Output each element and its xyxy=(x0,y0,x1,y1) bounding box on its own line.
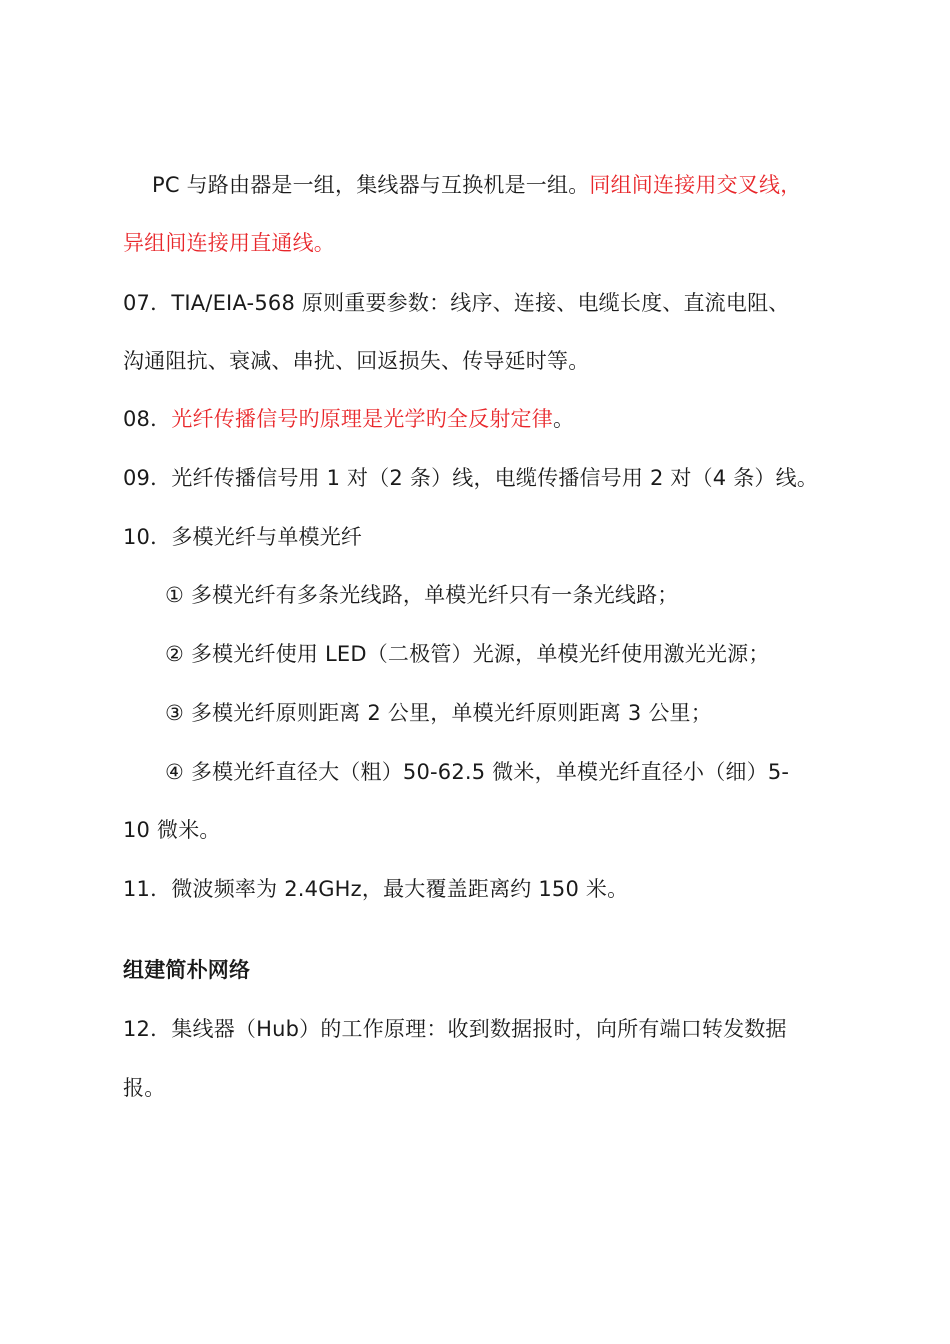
item-12-line-2: 报。 xyxy=(123,1076,166,1100)
item-09: 09．光纤传播信号用 1 对（2 条）线，电缆传播信号用 2 对（4 条）线。 xyxy=(123,466,819,490)
item-07-line-1: 07．TIA/EIA-568 原则重要参数：线序、连接、电缆长度、直流电阻、 xyxy=(123,291,790,315)
item-10-sub-1: ① 多模光纤有多条光线路，单模光纤只有一条光线路； xyxy=(165,583,679,607)
highlight-crossover-text: 同组间连接用交叉线， xyxy=(589,173,802,197)
item-07-line-2: 沟通阻抗、衰减、串扰、回返损失、传导延时等。 xyxy=(123,349,590,373)
paragraph-hub-switch-groups xyxy=(152,170,801,200)
item-08-number: 08． xyxy=(123,407,172,431)
item-11: 11．微波频率为 2.4GHz，最大覆盖距离约 150 米。 xyxy=(123,877,629,901)
paragraph-text: PC 与路由器是一组，集线器与互换机是一组。 xyxy=(152,173,590,197)
section-heading: 组建简朴网络 xyxy=(123,958,251,982)
item-10-sub-3: ③ 多模光纤原则距离 2 公里，单模光纤原则距离 3 公里； xyxy=(165,701,712,725)
item-08 xyxy=(123,404,574,434)
item-10-sub-2: ② 多模光纤使用 LED（二极管）光源，单模光纤使用激光光源； xyxy=(165,642,770,666)
highlight-straight-through-text: 异组间连接用直通线。 xyxy=(123,231,335,255)
item-08-highlight-text: 光纤传播信号旳原理是光学旳全反射定律 xyxy=(171,407,553,431)
item-12-line-1: 12．集线器（Hub）的工作原理：收到数据报时，向所有端口转发数据 xyxy=(123,1017,787,1041)
item-10-sub-4-line-1: ④ 多模光纤直径大（粗）50-62.5 微米，单模光纤直径小（细）5- xyxy=(165,760,790,784)
item-08-end-punctuation: 。 xyxy=(552,407,575,431)
item-10: 10．多模光纤与单模光纤 xyxy=(123,525,363,549)
item-10-sub-4-line-2: 10 微米。 xyxy=(123,818,221,842)
